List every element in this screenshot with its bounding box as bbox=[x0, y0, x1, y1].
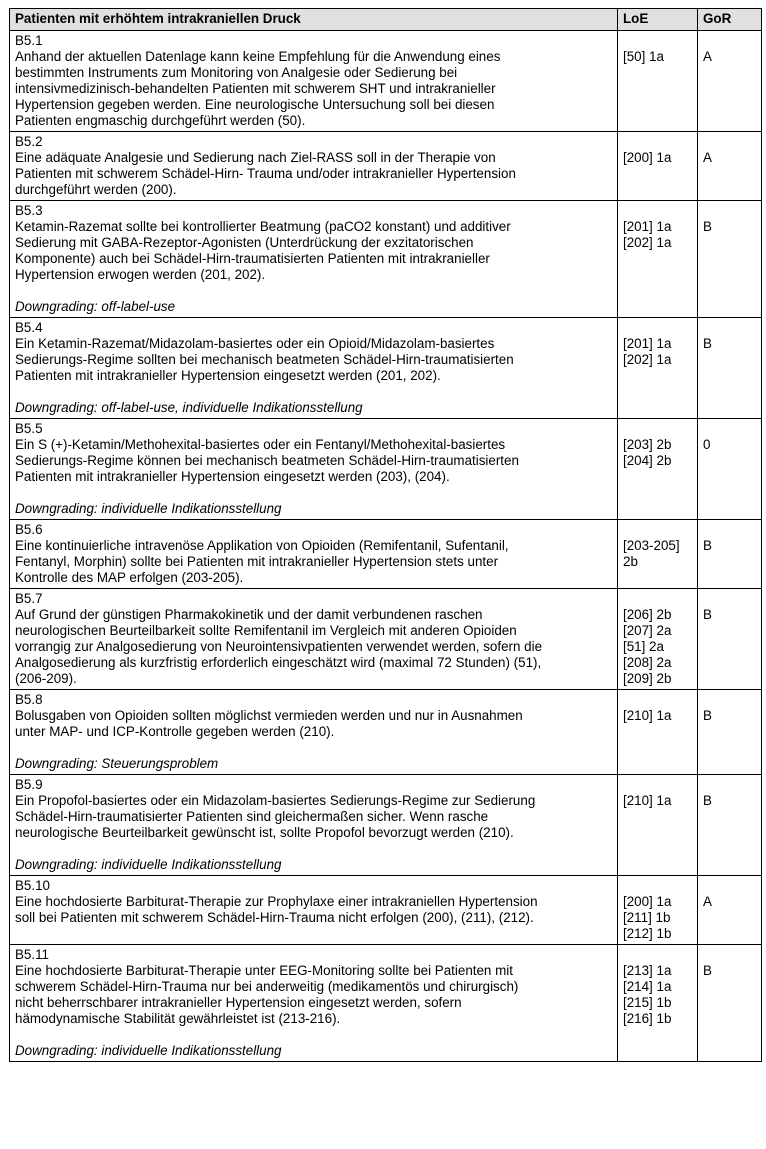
statement-cell bbox=[10, 690, 618, 775]
table-row bbox=[10, 318, 762, 419]
table-row bbox=[10, 201, 762, 318]
table-row bbox=[10, 876, 762, 945]
recommendation-text-line: vorrangig zur Analgosedierung von Neurointensivpatienten verwendet werden, sofern die bbox=[15, 639, 543, 654]
loe-cell bbox=[618, 318, 698, 419]
recommendation-code: B5.5 bbox=[15, 421, 43, 436]
loe-reference: [210] 1a bbox=[623, 793, 672, 808]
recommendation-text-line: Kontrolle des MAP erfolgen (203-205). bbox=[15, 570, 244, 585]
loe-cell bbox=[618, 201, 698, 318]
recommendation-text-line: neurologische Beurteilbarkeit gewünscht ist, sollte Propofol bevorzugt werden (210). bbox=[15, 825, 514, 840]
recommendation-code: B5.1 bbox=[15, 33, 43, 48]
loe-cell bbox=[618, 945, 698, 1062]
recommendation-text-line: Sedierungs-Regime sollten bei mechanisch beatmeten Schädel-Hirn-traumatisierten bbox=[15, 352, 514, 367]
loe-reference: [213] 1a bbox=[623, 963, 672, 978]
downgrading-note: Downgrading: off-label-use, individuelle Indikationsstellung bbox=[15, 400, 363, 415]
loe-reference: [215] 1b bbox=[623, 995, 672, 1010]
table-row bbox=[10, 132, 762, 201]
statement-cell bbox=[10, 318, 618, 419]
statement-cell bbox=[10, 945, 618, 1062]
spacer bbox=[15, 485, 612, 501]
gor-cell bbox=[698, 31, 762, 132]
table-row bbox=[10, 945, 762, 1062]
loe-reference: 2b bbox=[623, 554, 638, 569]
grade-of-recommendation: B bbox=[703, 219, 712, 234]
recommendation-code: B5.4 bbox=[15, 320, 43, 335]
grade-of-recommendation: 0 bbox=[703, 437, 711, 452]
grade-of-recommendation: B bbox=[703, 336, 712, 351]
recommendation-text-line: Ein Ketamin-Razemat/Midazolam-basiertes oder ein Opioid/Midazolam-basiertes bbox=[15, 336, 495, 351]
recommendation-text-line: unter MAP- und ICP-Kontrolle gegeben werden (210). bbox=[15, 724, 335, 739]
loe-reference: [212] 1b bbox=[623, 926, 672, 941]
recommendation-text-line: neurologischen Beurteilbarkeit sollte Remifentanil im Vergleich mit anderen Opioiden bbox=[15, 623, 517, 638]
loe-reference: [200] 1a bbox=[623, 894, 672, 909]
loe-cell bbox=[618, 775, 698, 876]
loe-reference: [203-205] bbox=[623, 538, 680, 553]
header-loe: LoE bbox=[618, 9, 698, 31]
statement-cell bbox=[10, 31, 618, 132]
grade-of-recommendation: B bbox=[703, 963, 712, 978]
recommendation-code: B5.11 bbox=[15, 947, 49, 962]
recommendation-text-line: Hypertension erwogen werden (201, 202). bbox=[15, 267, 266, 282]
recommendation-code: B5.6 bbox=[15, 522, 43, 537]
recommendation-text-line: Bolusgaben von Opioiden sollten möglichst vermieden werden und nur in Ausnahmen bbox=[15, 708, 523, 723]
recommendation-text-line: durchgeführt werden (200). bbox=[15, 182, 177, 197]
statement-cell bbox=[10, 201, 618, 318]
recommendation-text-line: Anhand der aktuellen Datenlage kann keine Empfehlung für die Anwendung eines bbox=[15, 49, 501, 64]
recommendation-text-line: Fentanyl, Morphin) sollte bei Patienten mit intrakranieller Hypertension stets unter bbox=[15, 554, 499, 569]
recommendation-text-line: Patienten mit intrakranieller Hypertension eingesetzt werden (201, 202). bbox=[15, 368, 441, 383]
recommendation-text-line: Patienten engmaschig durchgeführt werden (50). bbox=[15, 113, 306, 128]
recommendation-text-line: Ketamin-Razemat sollte bei kontrollierter Beatmung (paCO2 konstant) und additiver bbox=[15, 219, 511, 234]
downgrading-note: Downgrading: individuelle Indikationsstellung bbox=[15, 501, 282, 516]
recommendation-code: B5.9 bbox=[15, 777, 43, 792]
spacer bbox=[15, 841, 612, 857]
loe-cell bbox=[618, 589, 698, 690]
loe-reference: [216] 1b bbox=[623, 1011, 672, 1026]
statement-cell bbox=[10, 419, 618, 520]
recommendation-text-line: Patienten mit schwerem Schädel-Hirn- Trauma und/oder intrakranieller Hypertension bbox=[15, 166, 516, 181]
loe-cell bbox=[618, 419, 698, 520]
table-row bbox=[10, 520, 762, 589]
grade-of-recommendation: A bbox=[703, 150, 712, 165]
recommendation-text-line: schwerem Schädel-Hirn-Trauma nur bei anderweitig (medikamentös und chirurgisch) bbox=[15, 979, 519, 994]
recommendation-text-line: Eine hochdosierte Barbiturat-Therapie zur Prophylaxe einer intrakraniellen Hypertension bbox=[15, 894, 538, 909]
recommendation-text-line: Sedierung mit GABA-Rezeptor-Agonisten (Unterdrückung der exzitatorischen bbox=[15, 235, 474, 250]
gor-cell bbox=[698, 318, 762, 419]
recommendation-text-line: nicht beherrschbarer intrakranieller Hypertension eingesetzt werden, sofern bbox=[15, 995, 462, 1010]
recommendation-text-line: Patienten mit intrakranieller Hypertension eingesetzt werden (203), (204). bbox=[15, 469, 450, 484]
table-row bbox=[10, 419, 762, 520]
loe-cell bbox=[618, 132, 698, 201]
statement-cell bbox=[10, 876, 618, 945]
recommendation-text-line: Ein S (+)-Ketamin/Methohexital-basiertes oder ein Fentanyl/Methohexital-basiertes bbox=[15, 437, 506, 452]
downgrading-note: Downgrading: individuelle Indikationsstellung bbox=[15, 1043, 282, 1058]
loe-reference: [210] 1a bbox=[623, 708, 672, 723]
loe-reference: [204] 2b bbox=[623, 453, 672, 468]
grade-of-recommendation: A bbox=[703, 894, 712, 909]
downgrading-note: Downgrading: off-label-use bbox=[15, 299, 176, 314]
recommendation-text-line: bestimmten Instruments zum Monitoring von Analgesie oder Sedierung bei bbox=[15, 65, 458, 80]
loe-reference: [206] 2b bbox=[623, 607, 672, 622]
loe-reference: [50] 1a bbox=[623, 49, 664, 64]
loe-cell bbox=[618, 31, 698, 132]
spacer bbox=[15, 384, 612, 400]
loe-reference: [202] 1a bbox=[623, 235, 672, 250]
loe-cell bbox=[618, 520, 698, 589]
table-row bbox=[10, 690, 762, 775]
loe-reference: [203] 2b bbox=[623, 437, 672, 452]
statement-cell bbox=[10, 132, 618, 201]
spacer bbox=[15, 283, 612, 299]
loe-cell bbox=[618, 876, 698, 945]
grade-of-recommendation: A bbox=[703, 49, 712, 64]
recommendation-code: B5.7 bbox=[15, 591, 43, 606]
gor-cell bbox=[698, 520, 762, 589]
recommendation-text-line: Eine kontinuierliche intravenöse Applikation von Opioiden (Remifentanil, Sufentanil, bbox=[15, 538, 509, 553]
header-gor: GoR bbox=[698, 9, 762, 31]
grade-of-recommendation: B bbox=[703, 607, 712, 622]
recommendation-code: B5.10 bbox=[15, 878, 50, 893]
table-row bbox=[10, 775, 762, 876]
recommendation-text-line: intensivmedizinisch-behandelten Patienten mit schwerem SHT und intrakranieller bbox=[15, 81, 496, 96]
gor-cell bbox=[698, 419, 762, 520]
recommendation-text-line: Eine adäquate Analgesie und Sedierung nach Ziel-RASS soll in der Therapie von bbox=[15, 150, 496, 165]
table-row bbox=[10, 31, 762, 132]
recommendation-text-line: Hypertension gegeben werden. Eine neurologische Untersuchung soll bei diesen bbox=[15, 97, 495, 112]
recommendation-text-line: Schädel-Hirn-traumatisierter Patienten sind gleichermaßen sicher. Wenn rasche bbox=[15, 809, 489, 824]
loe-reference: [214] 1a bbox=[623, 979, 672, 994]
gor-cell bbox=[698, 690, 762, 775]
recommendation-text-line: Auf Grund der günstigen Pharmakokinetik und der damit verbundenen raschen bbox=[15, 607, 483, 622]
spacer bbox=[15, 740, 612, 756]
loe-reference: [200] 1a bbox=[623, 150, 672, 165]
loe-reference: [201] 1a bbox=[623, 336, 672, 351]
gor-cell bbox=[698, 945, 762, 1062]
recommendation-text-line: Ein Propofol-basiertes oder ein Midazolam-basiertes Sedierungs-Regime zur Sedierung bbox=[15, 793, 536, 808]
recommendation-code: B5.8 bbox=[15, 692, 43, 707]
loe-cell bbox=[618, 690, 698, 775]
recommendation-text-line: soll bei Patienten mit schwerem Schädel-Hirn-Trauma nicht erfolgen (200), (211), (212). bbox=[15, 910, 534, 925]
grade-of-recommendation: B bbox=[703, 538, 712, 553]
recommendation-text-line: Sedierungs-Regime können bei mechanisch beatmeten Schädel-Hirn-traumatisierten bbox=[15, 453, 519, 468]
loe-reference: [207] 2a bbox=[623, 623, 672, 638]
gor-cell bbox=[698, 775, 762, 876]
loe-reference: [202] 1a bbox=[623, 352, 672, 367]
table-header-row bbox=[10, 9, 762, 31]
gor-cell bbox=[698, 876, 762, 945]
loe-reference: [51] 2a bbox=[623, 639, 664, 654]
recommendation-code: B5.2 bbox=[15, 134, 43, 149]
spacer bbox=[15, 1027, 612, 1043]
gor-cell bbox=[698, 589, 762, 690]
recommendation-text-line: Eine hochdosierte Barbiturat-Therapie unter EEG-Monitoring sollte bei Patienten mit bbox=[15, 963, 513, 978]
loe-reference: [208] 2a bbox=[623, 655, 672, 670]
downgrading-note: Downgrading: individuelle Indikationsstellung bbox=[15, 857, 282, 872]
statement-cell bbox=[10, 589, 618, 690]
recommendation-text-line: Analgosedierung als kurzfristig erforderlich eingeschätzt wird (maximal 72 Stunden) (51), bbox=[15, 655, 542, 670]
gor-cell bbox=[698, 201, 762, 318]
grade-of-recommendation: B bbox=[703, 708, 712, 723]
loe-reference: [201] 1a bbox=[623, 219, 672, 234]
statement-cell bbox=[10, 775, 618, 876]
header-title: Patienten mit erhöhtem intrakraniellen Druck bbox=[10, 9, 618, 31]
loe-reference: [209] 2b bbox=[623, 671, 672, 686]
loe-reference: [211] 1b bbox=[623, 910, 671, 925]
recommendation-text-line: hämodynamische Stabilität gewährleistet ist (213-216). bbox=[15, 1011, 341, 1026]
recommendation-text-line: Komponente) auch bei Schädel-Hirn-traumatisierten Patienten mit intrakranieller bbox=[15, 251, 490, 266]
grade-of-recommendation: B bbox=[703, 793, 712, 808]
downgrading-note: Downgrading: Steuerungsproblem bbox=[15, 756, 219, 771]
gor-cell bbox=[698, 132, 762, 201]
statement-cell bbox=[10, 520, 618, 589]
recommendation-table bbox=[9, 8, 762, 1062]
recommendation-text-line: (206-209). bbox=[15, 671, 77, 686]
recommendation-code: B5.3 bbox=[15, 203, 43, 218]
table-body bbox=[10, 31, 762, 1062]
table-row bbox=[10, 589, 762, 690]
